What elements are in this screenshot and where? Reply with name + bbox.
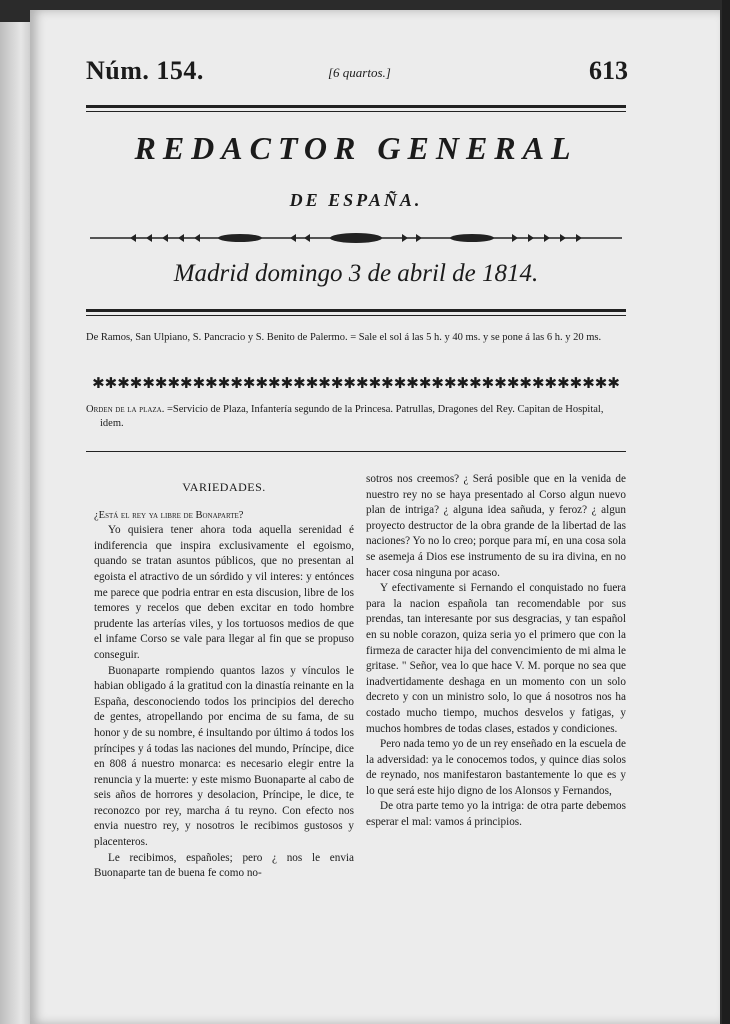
page-number: 613	[589, 56, 628, 85]
orden-text: =Servicio de Plaza, Infantería segundo de la Princesa. Patrullas, Dragones del Rey. Capitan de Hospital, idem.	[100, 404, 604, 429]
saints-of-the-day: De Ramos, San Ulpiano, S. Pancracio y S. Benito de Palermo. = Sale el sol á las 5 h. y 40 ms. y se pone á las 6 h. y 20 ms.	[86, 332, 602, 343]
article-paragraph: Pero nada temo yo de un rey enseñado en la escuela de la adversidad: ya le conocemos todos, y quince dias solos de reynado, nos manifestaron bastantemente lo que es y lo que será este hijo digno de los Alonsos y Fernandos,	[366, 738, 626, 797]
newspaper-page	[30, 10, 720, 1024]
article-column-left	[94, 472, 354, 882]
top-double-rule	[86, 105, 626, 108]
facing-page-edge	[0, 22, 30, 1024]
orden-de-la-plaza	[86, 403, 626, 431]
article-kicker: ¿Está el rey ya libre de Bonaparte?	[94, 509, 244, 521]
article-column-right	[366, 472, 626, 831]
article-paragraph: Buonaparte rompiendo quantos lazos y vínculos le habian obligado á la gratitud con la dinastía reinante en la España, desconociendo todos los principios del derecho de gentes, atropellando por encima de su fama, de su honor y de su nombre, é insultando por último á todos los príncipes y á todas las naciones del mundo, Príncipe, dice en 808 á nuestro monarca: es necesario elegir entre la renuncia y la muerte: y este mismo Buonaparte al cabo de seis años de horrores y desolacion, Príncipe, le dice, te reconozco por rey, marcha á tu reyno. Con efecto nos envia nuestro rey, y nosotros le recibimos gustosos y placenteros.	[94, 664, 354, 849]
article-paragraph: sotros nos creemos? ¿ Será posible que en la venida de nuestro rey no se haya presentado al Corso algun nuevo plan de intriga? ¿ alguna idea sañuda, y feroz? ¿ algun proyecto destructor de la obra grande de la libertad de las naciones? Yo no lo creo; porque para mí, en una cosa sola se asemeja á Dios ese instrumento de su ira divina, en no hacer cosa ninguna por acaso.	[366, 473, 626, 579]
article-paragraph: Y efectivamente si Fernando el conquistado no fuera para la nacion española tan recomendable por sus prendas, tan interesante por sus desgracias, y tan español en su noble corazon, quiza seria yo el primero que con la firmeza de caracter hija del convencimiento de mi alma le gritase. " Señor, vea lo que hace V. M. porque no sea que inadvertidamente deshaga en un momento con un solo decreto y con un ministro solo, lo que á nosotros nos ha costado mucho tiempo, muchos desvelos y fatigas, y muchos hombres de todas clases, estados y condiciones.	[366, 582, 626, 735]
issue-price: [6 quartos.]	[328, 65, 391, 80]
dateline: Madrid domingo 3 de abril de 1814.	[173, 260, 539, 287]
article-paragraph: Le recibimos, españoles; pero ¿ nos le envia Buonaparte tan de buena fe como no-	[94, 851, 354, 880]
masthead-subtitle: DE ESPAÑA.	[289, 190, 423, 210]
dateline-double-rule	[86, 309, 626, 312]
star-rule: ✱✱✱✱✱✱✱✱✱✱✱✱✱✱✱✱✱✱✱✱✱✱✱✱✱✱✱✱✱✱✱✱✱✱✱✱✱✱✱✱✱✱	[92, 376, 620, 392]
issue-number: Núm. 154.	[86, 56, 204, 85]
scan-border	[722, 0, 730, 1024]
ornamental-divider	[90, 230, 622, 246]
section-title: VARIEDADES.	[182, 480, 266, 494]
section-rule	[86, 451, 626, 452]
masthead-title: REDACTOR GENERAL	[134, 130, 578, 166]
article-paragraph: De otra parte temo yo la intriga: de otra parte debemos esperar el mal: vamos á principios.	[366, 800, 626, 829]
orden-label: Orden de la plaza.	[86, 404, 165, 415]
article-paragraph: Yo quisiera tener ahora toda aquella serenidad é indiferencia que inspira exclusivamente el egoismo, quando se tratan asuntos públicos, que no presentan al egoista el atractivo de un sórdido y vil interes: y entónces me parece que podria entrar en esta discusion, libre de los temores y recelos que deben excitar en todo hombre prudente las arterías viles, y los tortuosos medios de que el infame Corso se vale para llegar al fin que se propuso conseguir.	[94, 524, 354, 661]
